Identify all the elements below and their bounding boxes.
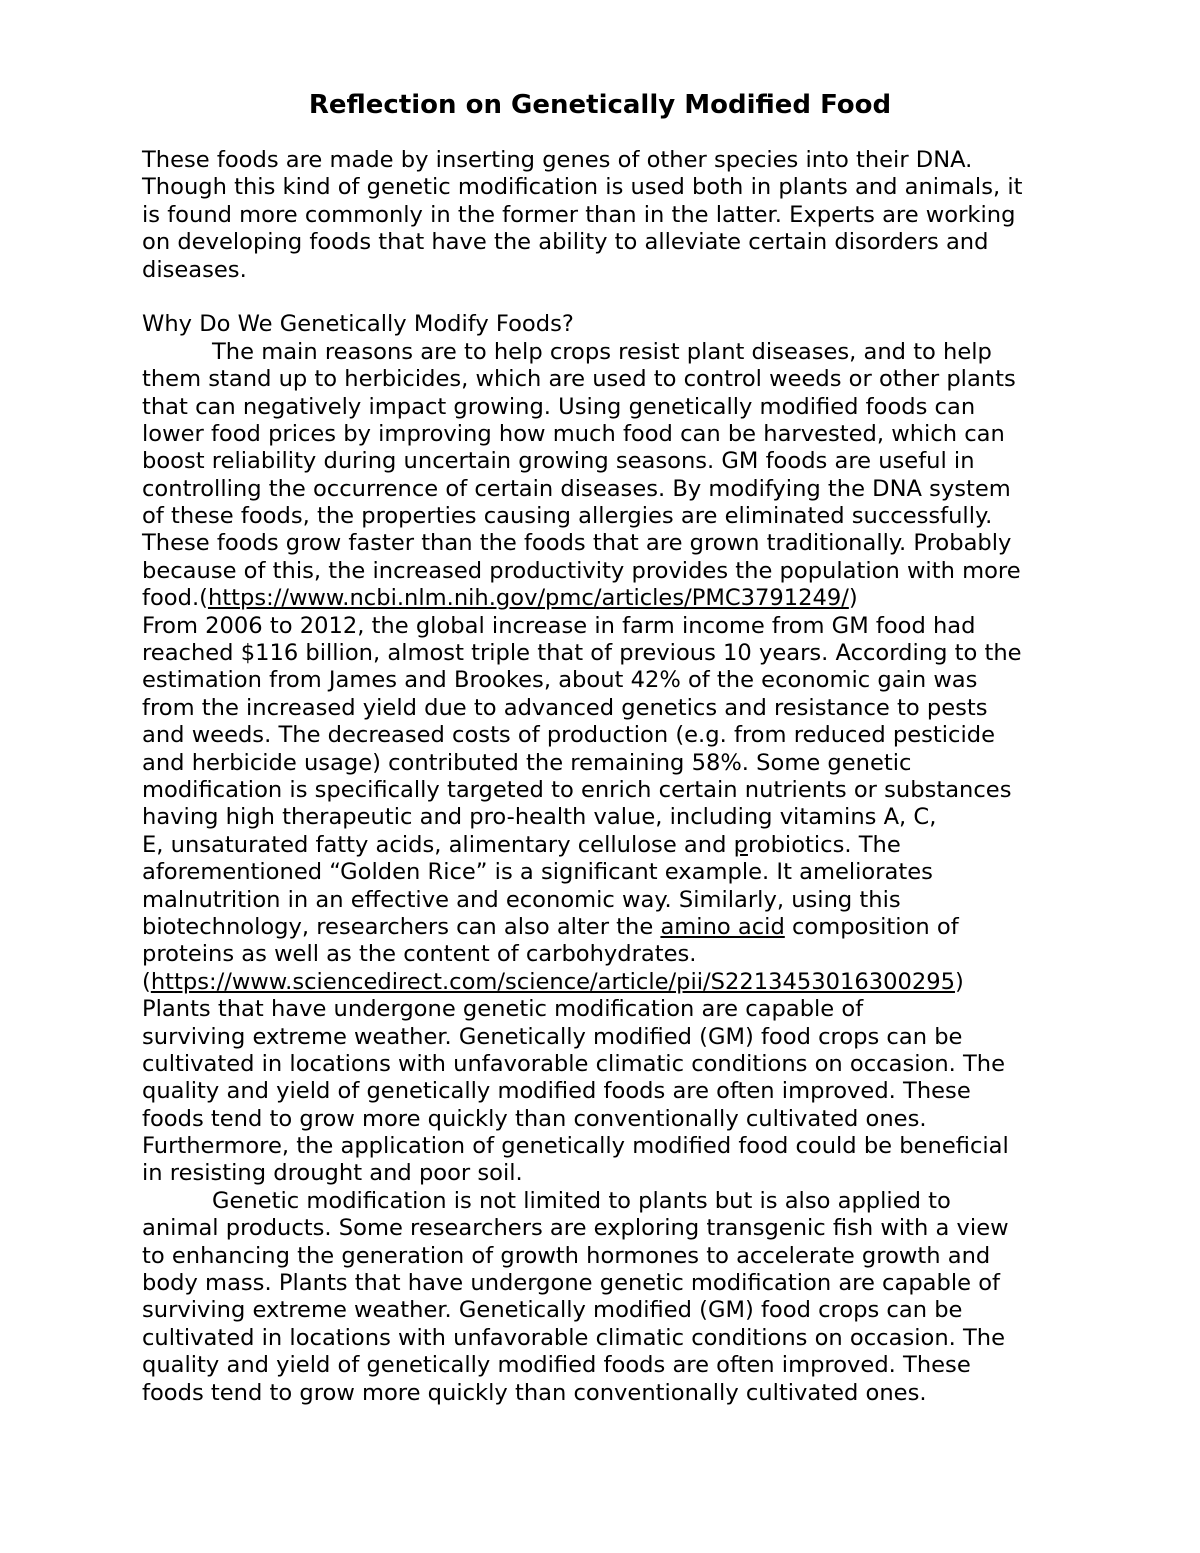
text-line: [142, 969, 1072, 996]
text-line: Furthermore, the application of genetically modified food could be beneficial: [142, 1133, 1009, 1160]
text-line: having high therapeutic and pro-health value, including vitamins A, C,: [142, 804, 937, 831]
text-line: body mass. Plants that have undergone genetic modification are capable of: [142, 1270, 1000, 1297]
text-line: to enhancing the generation of growth hormones to accelerate growth and: [142, 1242, 991, 1269]
sciencedirect-link[interactable]: https://www.sciencedirect.com/science/article/pii/S2213453016300295: [150, 968, 955, 995]
paragraph-gap: [142, 284, 1072, 311]
section-heading: Why Do We Genetically Modify Foods?: [142, 311, 574, 338]
text-line: controlling the occurrence of certain diseases. By modifying the DNA system: [142, 475, 1011, 502]
document-title: Reflection on Genetically Modified Food: [308, 90, 892, 120]
text-line: on developing foods that have the ability to alleviate certain disorders and: [142, 229, 989, 256]
text-fragment: food.(: [142, 585, 208, 612]
text-line: foods tend to grow more quickly than conventionally cultivated ones.: [142, 1379, 927, 1406]
text-line: Plants that have undergone genetic modification are capable of: [142, 996, 864, 1023]
text-line: boost reliability during uncertain growing seasons. GM foods are useful in: [142, 448, 975, 475]
paragraph-reasons: [142, 339, 1072, 613]
text-line: surviving extreme weather. Genetically modified (GM) food crops can be: [142, 1297, 963, 1324]
text-fragment: robiotics. The: [747, 831, 901, 858]
text-fragment: ): [848, 585, 858, 612]
text-line: diseases.: [142, 256, 247, 283]
text-line: [142, 585, 1072, 612]
text-line: The main reasons are to help crops resist plant diseases, and to help: [212, 338, 992, 365]
text-line: in resisting drought and poor soil.: [142, 1160, 523, 1187]
text-line: is found more commonly in the former than in the latter. Experts are working: [142, 201, 1016, 228]
text-line: [142, 914, 1072, 941]
text-fragment: (: [142, 968, 151, 995]
text-fragment: E, unsaturated fatty acids, alimentary cellulose and: [142, 831, 734, 858]
text-line: because of this, the increased productivity provides the population with more: [142, 557, 1021, 584]
text-line: them stand up to herbicides, which are used to control weeds or other plants: [142, 366, 1016, 393]
amino-acid-link[interactable]: amino acid: [660, 913, 785, 940]
text-line: cultivated in locations with unfavorable climatic conditions on occasion. The: [142, 1050, 1006, 1077]
text-line: surviving extreme weather. Genetically modified (GM) food crops can be: [142, 1023, 963, 1050]
text-line: that can negatively impact growing. Using genetically modified foods can: [142, 393, 976, 420]
text-line: reached $116 billion, almost triple that of previous 10 years. According to the: [142, 640, 1022, 667]
ncbi-link[interactable]: https://www.ncbi.nlm.nih.gov/pmc/articles/PMC3791249/: [207, 585, 849, 612]
text-line: animal products. Some researchers are exploring transgenic fish with a view: [142, 1215, 1009, 1242]
text-line: lower food prices by improving how much food can be harvested, which can: [142, 420, 1005, 447]
text-line: aforementioned “Golden Rice” is a significant example. It ameliorates: [142, 859, 933, 886]
text-line: and weeds. The decreased costs of production (e.g. from reduced pesticide: [142, 722, 995, 749]
intro-paragraph: [142, 147, 1072, 284]
text-fragment: ): [954, 968, 964, 995]
text-line: These foods grow faster than the foods that are grown traditionally. Probably: [142, 530, 1012, 557]
text-line: proteins as well as the content of carbohydrates.: [142, 941, 697, 968]
paragraph-weather: [142, 996, 1072, 1188]
text-line: Though this kind of genetic modification is used both in plants and animals, it: [142, 174, 1023, 201]
text-line: [142, 832, 1072, 859]
text-line: and herbicide usage) contributed the remaining 58%. Some genetic: [142, 749, 912, 776]
paragraph-animals: [142, 1188, 1072, 1407]
paragraph-economics: [142, 613, 1072, 996]
text-fragment: biotechnology, researchers can also alter the: [142, 913, 661, 940]
text-line: cultivated in locations with unfavorable climatic conditions on occasion. The: [142, 1324, 1006, 1351]
text-line: quality and yield of genetically modified foods are often improved. These: [142, 1078, 971, 1105]
text-line: Genetic modification is not limited to plants but is also applied to: [212, 1187, 951, 1214]
probiotics-link[interactable]: p: [733, 831, 748, 858]
text-line: modification is specifically targeted to enrich certain nutrients or substances: [142, 776, 1012, 803]
text-line: estimation from James and Brookes, about 42% of the economic gain was: [142, 667, 978, 694]
text-line: of these foods, the properties causing allergies are eliminated successfully.: [142, 503, 993, 530]
text-line: from the increased yield due to advanced genetics and resistance to pests: [142, 694, 988, 721]
text-line: malnutrition in an effective and economic way. Similarly, using this: [142, 886, 901, 913]
text-line: quality and yield of genetically modified foods are often improved. These: [142, 1352, 971, 1379]
document-body: [142, 147, 1072, 1407]
text-fragment: composition of: [784, 913, 959, 940]
text-line: These foods are made by inserting genes of other species into their DNA.: [142, 147, 973, 173]
text-line: From 2006 to 2012, the global increase in farm income from GM food had: [142, 612, 976, 639]
text-line: foods tend to grow more quickly than conventionally cultivated ones.: [142, 1105, 927, 1132]
